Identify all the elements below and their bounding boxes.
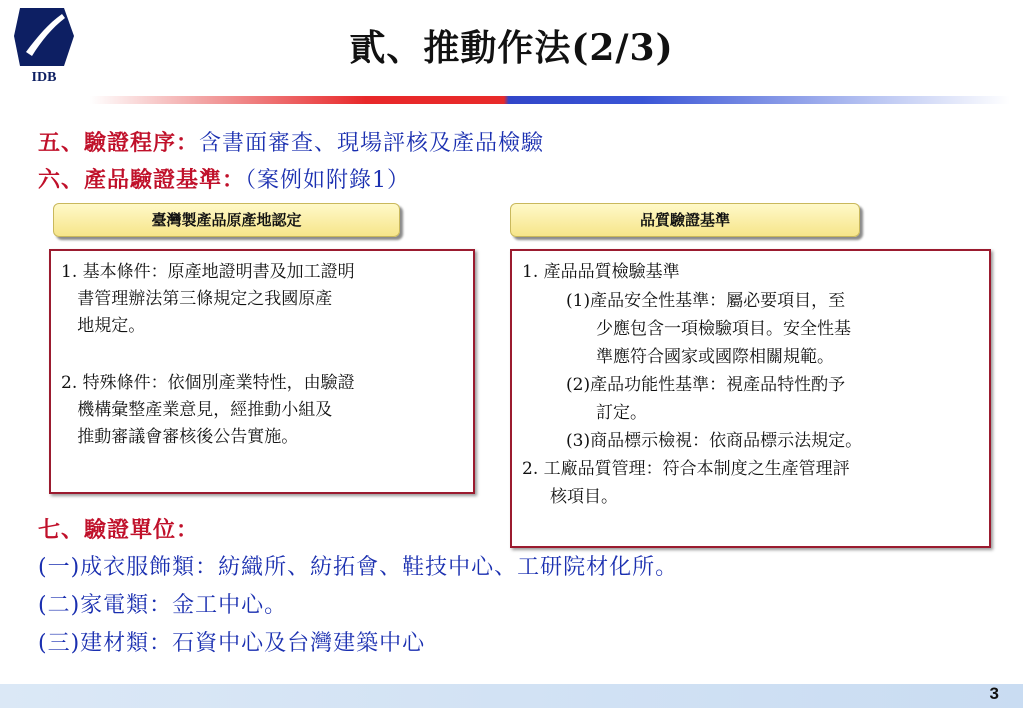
quality-line-7: (3)商品標示檢視：依商品標示法規定。 xyxy=(566,431,863,451)
quality-line-8: 2. 工廠品質管理：符合本制度之生產管理評 xyxy=(522,459,850,479)
origin-line-1: 1. 基本條件：原產地證明書及加工證明 xyxy=(61,262,355,282)
origin-line-2: 書管理辦法第三條規定之我國原產 xyxy=(61,289,333,309)
section-5-label: 五、驗證程序： xyxy=(38,130,200,156)
section-6-label: 六、產品驗證基準： xyxy=(38,167,246,193)
origin-line-6: 推動審議會審核後公告實施。 xyxy=(61,427,299,447)
quality-line-3: 少應包含一項檢驗項目。安全性基 xyxy=(596,319,851,339)
page-title: 貳、推動作法(2/3) xyxy=(349,27,674,69)
quality-criteria-box xyxy=(510,249,991,548)
quality-line-1: 1. 產品品質檢驗基準 xyxy=(522,262,680,282)
certifier-item-3: (三)建材類：石資中心及台灣建築中心 xyxy=(38,631,426,656)
section-6 xyxy=(38,163,410,194)
section-7-label: 七、驗證單位： xyxy=(38,517,200,543)
section-6-value: （案例如附錄1） xyxy=(245,168,411,193)
quality-line-5: (2)產品功能性基準：視產品特性酌予 xyxy=(566,375,846,395)
origin-criteria-tag: 臺灣製產品原產地認定 xyxy=(53,203,400,237)
section-7-label-line xyxy=(38,513,199,544)
quality-criteria-tag: 品質驗證基準 xyxy=(510,203,860,237)
quality-line-9: 核項目。 xyxy=(550,487,618,507)
origin-criteria-box xyxy=(49,249,475,494)
origin-line-4: 2. 特殊條件：依個別產業特性，由驗證 xyxy=(61,373,355,393)
origin-line-5: 機構彙整產業意見，經推動小組及 xyxy=(61,400,333,420)
quality-line-4: 準應符合國家或國際相關規範。 xyxy=(596,347,834,367)
certifier-item-1: (一)成衣服飾類：紡織所、紡拓會、鞋技中心、工研院材化所。 xyxy=(38,555,679,580)
quality-line-6: 訂定。 xyxy=(596,403,647,423)
origin-line-3: 地規定。 xyxy=(61,316,146,336)
section-5 xyxy=(38,126,544,157)
page-number: 3 xyxy=(989,684,999,703)
title-divider-bar xyxy=(90,96,1010,104)
quality-line-2: (1)產品安全性基準：屬必要項目，至 xyxy=(566,291,846,311)
section-5-value: 含書面審查、現場評核及產品檢驗 xyxy=(199,131,545,156)
logo-text: IDB xyxy=(31,70,57,85)
certifier-item-2: (二)家電類：金工中心。 xyxy=(38,593,288,618)
footer-bar xyxy=(0,684,1023,708)
